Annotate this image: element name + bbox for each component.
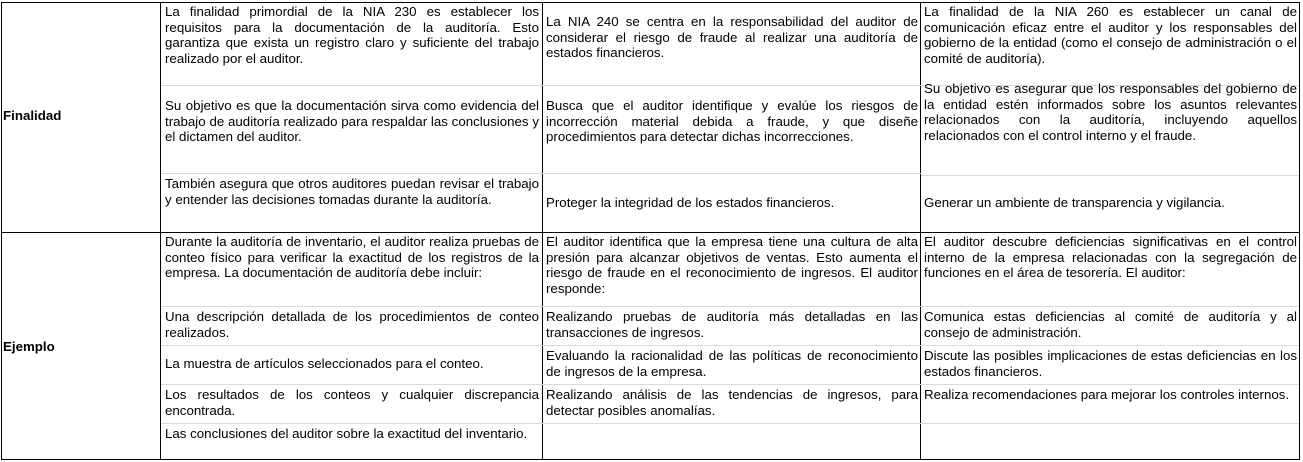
row-divider bbox=[1, 232, 1300, 233]
ejemplo-nia260-p4: Realiza recomendaciones para mejorar los controles internos. bbox=[924, 387, 1290, 402]
row-label-ejemplo: Ejemplo bbox=[3, 339, 55, 354]
finalidad-nia240-p1: La NIA 240 se centra en la responsabilidad del auditor de considerar el riesgo de fraude al realizar una auditoría de estados financieros. bbox=[546, 14, 918, 60]
row-label-finalidad: Finalidad bbox=[3, 108, 62, 123]
cell-divider bbox=[161, 423, 1299, 424]
finalidad-nia240-p2: Busca que el auditor identifique y evalúe los riesgos de incorrección material debida a fraude, y que diseñe procedimientos para detectar dichas incorrecciones. bbox=[546, 98, 918, 144]
cell-divider bbox=[161, 384, 1299, 385]
finalidad-nia230-p1: La finalidad primordial de la NIA 230 es establecer los requisitos para la documentación de la auditoría. Esto garantiza que exista un registro claro y suficiente del trabajo realizado por el auditor. bbox=[165, 4, 539, 66]
ejemplo-nia260-p1: El auditor descubre deficiencias significativas en el control interno de la empresa relacionadas con la segregación de funciones en el área de tesorería. El auditor: bbox=[924, 234, 1297, 280]
cell-divider bbox=[161, 345, 1299, 346]
finalidad-nia260-p3: Generar un ambiente de transparencia y vigilancia. bbox=[924, 195, 1225, 210]
finalidad-nia230-p2: Su objetivo es que la documentación sirva como evidencia del trabajo de auditoría realizado para respaldar las conclusiones y el dictamen del auditor. bbox=[165, 98, 539, 144]
finalidad-nia260-p1: La finalidad de la NIA 260 es establecer un canal de comunicación eficaz entre el auditor y los responsables del gobierno de la entidad (como el consejo de administración o el comité de auditoría). bbox=[924, 4, 1297, 66]
ejemplo-nia240-p3: Evaluando la racionalidad de las políticas de reconocimiento de ingresos de la empresa. bbox=[546, 348, 918, 379]
ejemplo-nia260-p2: Comunica estas deficiencias al comité de auditoría y al consejo de administración. bbox=[924, 309, 1297, 340]
ejemplo-nia240-p5 bbox=[543, 426, 921, 459]
ejemplo-nia230-p2: Una descripción detallada de los procedimientos de conteo realizados. bbox=[165, 309, 539, 340]
column-divider bbox=[160, 2, 161, 460]
ejemplo-nia260-p5 bbox=[921, 426, 1300, 459]
ejemplo-nia230-p1: Durante la auditoría de inventario, el auditor realiza pruebas de conteo físico para verificar la exactitud de los registros de la empresa. La documentación de auditoría debe incluir: bbox=[165, 234, 539, 280]
ejemplo-nia230-p5: Las conclusiones del auditor sobre la exactitud del inventario. bbox=[165, 426, 528, 441]
ejemplo-nia230-p4: Los resultados de los conteos y cualquier discrepancia encontrada. bbox=[165, 387, 539, 418]
finalidad-nia240-p3: Proteger la integridad de los estados financieros. bbox=[546, 195, 835, 210]
ejemplo-nia240-p1: El auditor identifica que la empresa tiene una cultura de alta presión para alcanzar objetivos de ventas. Esto aumenta el riesgo de fraude en el reconocimiento de ingresos. El auditor responde: bbox=[546, 234, 918, 296]
ejemplo-nia240-p4: Realizando análisis de las tendencias de ingresos, para detectar posibles anomalías. bbox=[546, 387, 918, 418]
finalidad-nia230-p3: También asegura que otros auditores puedan revisar el trabajo y entender las decisiones tomadas durante la auditoría. bbox=[165, 176, 539, 207]
ejemplo-nia240-p2: Realizando pruebas de auditoría más detalladas en las transacciones de ingresos. bbox=[546, 309, 918, 340]
ejemplo-nia260-p3: Discute las posibles implicaciones de estas deficiencias en los estados financieros. bbox=[924, 348, 1297, 379]
finalidad-nia260-p2: Su objetivo es asegurar que los responsables del gobierno de la entidad estén informados sobre los asuntos relevantes relacionados con la auditoría, incluyendo aquellos relacionados con el control interno y el fraude. bbox=[924, 81, 1297, 143]
cell-divider bbox=[921, 175, 1299, 176]
ejemplo-nia230-p3: La muestra de artículos seleccionados para el conteo. bbox=[165, 356, 484, 371]
cell-divider bbox=[161, 173, 921, 174]
cell-divider bbox=[161, 306, 1299, 307]
